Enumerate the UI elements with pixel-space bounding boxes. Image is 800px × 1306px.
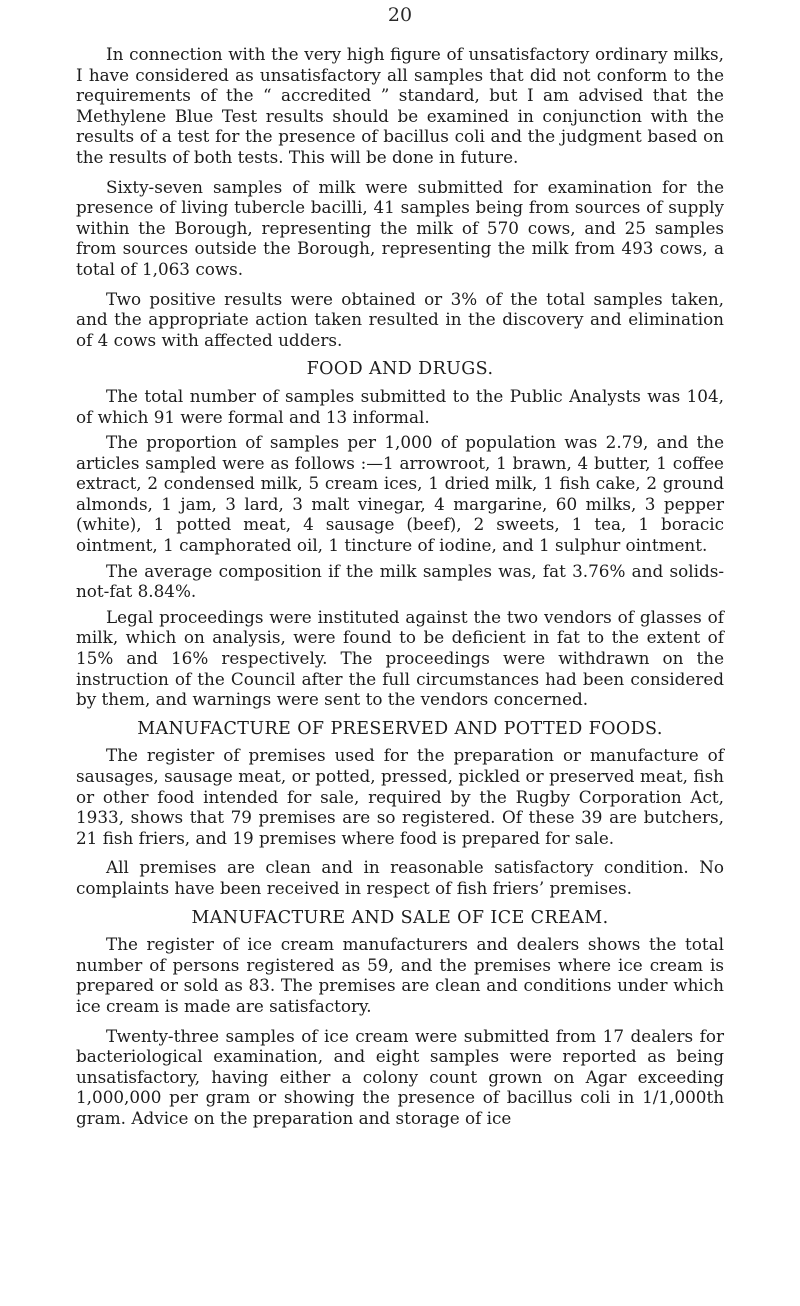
paragraph-average-composition: The average composition if the milk samples was, fat 3.76% and solids-not-fat 8.84%. <box>76 560 724 602</box>
page-number: 20 <box>387 4 413 26</box>
paragraph-articles-sampled: The proportion of samples per 1,000 of population was 2.79, and the articles sampled were as follows :—1 arrowroot, 1 brawn, 4 butter, 1 coffee extract, 2 condensed milk, 5 cream ices, 1 dried milk, 1 fish cake, 2 ground almonds, 1 jam, 3 lard, 3 malt vinegar, 4 margarine, 60 milks, 3 pepper (white), 1 potted meat, 4 sausage (beef), 2 sweets, 1 tea, 1 boracic ointment, 1 camphorated oil, 1 tincture of iodine, and 1 sulphur ointment. <box>76 432 724 556</box>
document-body <box>76 44 724 1138</box>
paragraph-ice-cream-samples: Twenty-three samples of ice cream were submitted from 17 dealers for bacteriological examination, and eight samples were reported as being unsatisfactory, having either a colony count grown on Agar exceeding 1,000,000 per gram or showing the presence of bacillus coli in 1/1,000th gram. Advice on the preparation and storage of ice <box>76 1025 724 1128</box>
paragraph-total-samples: The total number of samples submitted to the Public Analysts was 104, of which 91 were formal and 13 informal. <box>76 385 724 427</box>
heading-ice-cream: MANUFACTURE AND SALE OF ICE CREAM. <box>191 907 609 928</box>
paragraph-ice-cream-register: The register of ice cream manufacturers and dealers shows the total number of persons registered as 59, and the premises where ice cream is prepared or sold as 83. The premises are clean and conditions under which ice cream is made are satisfactory. <box>76 934 724 1016</box>
heading-preserved-potted-foods: MANUFACTURE OF PRESERVED AND POTTED FOODS. <box>137 718 663 739</box>
paragraph-positive-results: Two positive results were obtained or 3% of the total samples taken, and the appropriate action taken resulted in the discovery and elimination of 4 cows with affected udders. <box>76 288 724 350</box>
paragraph-premises-condition: All premises are clean and in reasonable satisfactory condition. No complaints have been received in respect of fish friers’ premises. <box>76 857 724 898</box>
paragraph-premises-register: The register of premises used for the preparation or manufacture of sausages, sausage meat, or potted, pressed, pickled or preserved meat, fish or other food intended for sale, required by the Rugby Corporation Act, 1933, shows that 79 premises are so registered. Of these 39 are butchers, 21 fish friers, and 19 premises where food is prepared for sale. <box>76 745 724 848</box>
paragraph-tubercle-samples: Sixty-seven samples of milk were submitted for examination for the presence of living tubercle bacilli, 41 samples being from sources of supply within the Borough, representing the milk of 570 cows, and 25 samples from sources outside the Borough, representing the milk from 493 cows, a total of 1,063 cows. <box>76 176 724 279</box>
heading-food-and-drugs: FOOD AND DRUGS. <box>306 359 494 380</box>
paragraph-legal-proceedings: Legal proceedings were instituted against the two vendors of glasses of milk, which on analysis, were found to be deficient in fat to the extent of 15% and 16% respectively. The proceedings were withdrawn on the instruction of the Council after the full circumstances had been considered by them, and warnings were sent to the vendors concerned. <box>76 606 724 710</box>
paragraph-milk-standard: In connection with the very high figure of unsatisfactory ordinary milks, I have considered as unsatisfactory all samples that did not conform to the requirements of the “ accredited ” standard, but I am advised that the Methylene Blue Test results should be examined in conjunction with the results of a test for the presence of bacillus coli and the judgment based on the results of both tests. This will be done in future. <box>76 44 724 167</box>
